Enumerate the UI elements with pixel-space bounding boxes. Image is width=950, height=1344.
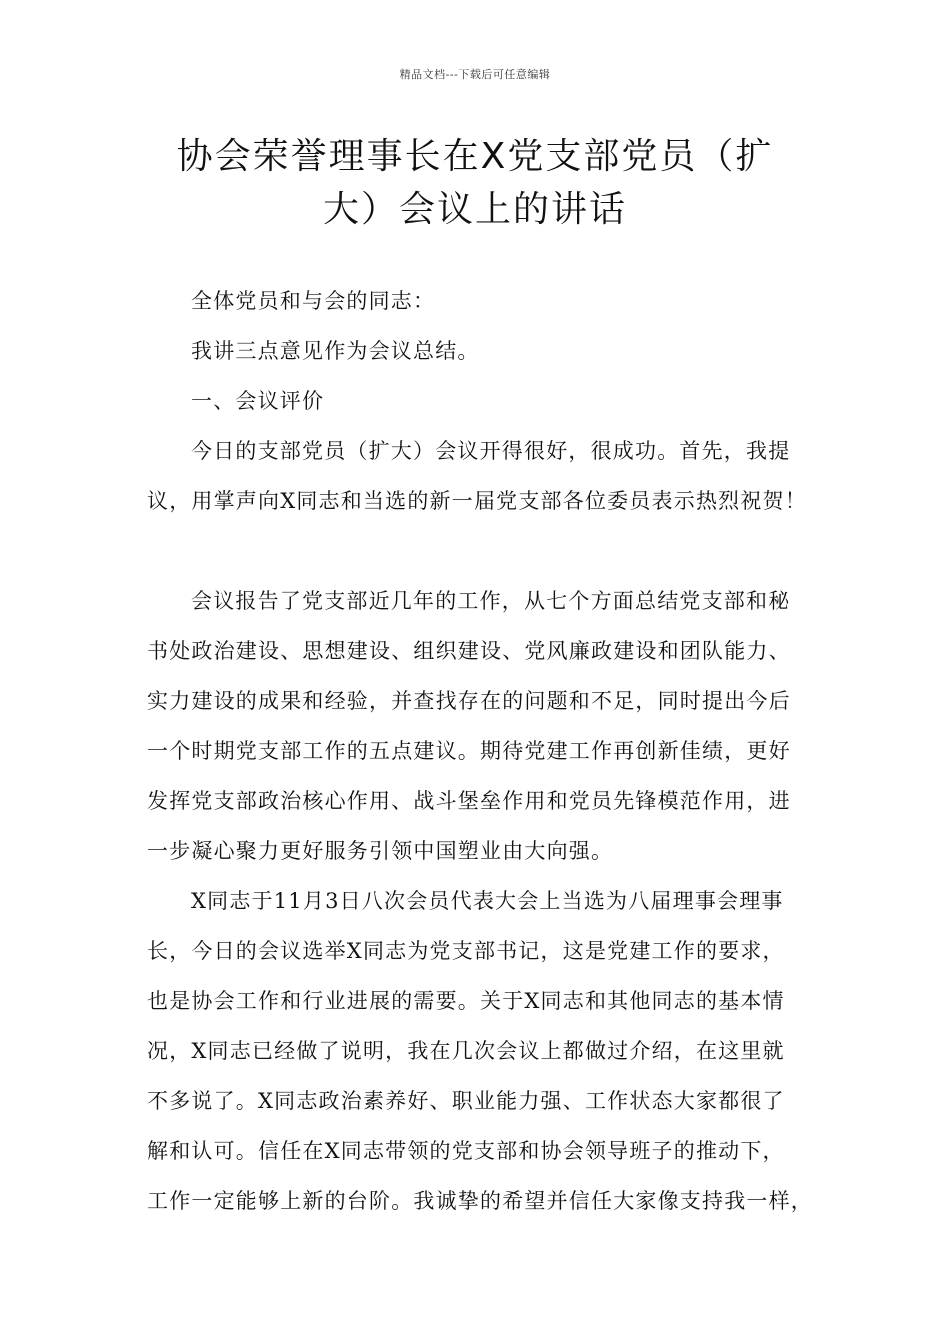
intro-text: 我讲三点意见作为会议总结。 [191,339,480,363]
intro-paragraph [147,326,827,376]
section-1-heading: 一、会议评价 [191,389,325,413]
salutation [147,276,827,326]
paragraph-line: 长，今日的会议选举X同志为党支部书记，这是党建工作的要求， [147,939,785,963]
document-title [140,130,810,236]
paragraph-line: 不多说了。X同志政治素养好、职业能力强、工作状态大家都很了 [147,1089,785,1113]
paragraph-line: 会议报告了党支部近几年的工作，从七个方面总结党支部和秘 [191,589,791,613]
paragraph-line: 实力建设的成果和经验，并查找存在的问题和不足，同时提出今后 [147,689,791,713]
paragraph-line: X同志于11月3日八次会员代表大会上当选为八届理事会理事 [191,889,784,913]
document-body [147,276,827,1226]
paragraph-line: 发挥党支部政治核心作用、战斗堡垒作用和党员先锋模范作用，进 [147,789,791,813]
title-line: 大）会议上的讲话 [322,189,627,230]
header-note: 精品文档---下载后可任意编辑 [399,68,551,81]
section-heading [147,376,827,426]
paragraph-line: 一个时期党支部工作的五点建议。期待党建工作再创新佳绩，更好 [147,739,791,763]
paragraph-line: 书处政治建设、思想建设、组织建设、党风廉政建设和团队能力、 [147,639,791,663]
paragraph-line: 议，用掌声向X同志和当选的新一届党支部各位委员表示热烈祝贺！ [147,489,807,513]
title-line: 协会荣誉理事长在X党支部党员（扩 [176,136,774,177]
paragraph-line: 一步凝心聚力更好服务引领中国塑业由大向强。 [147,839,614,863]
paragraph-3 [147,876,827,1226]
paragraph-line: 况，X同志已经做了说明，我在几次会议上都做过介绍，在这里就 [147,1039,785,1063]
paragraph-1 [147,426,827,526]
paragraph-line: 今日的支部党员（扩大）会议开得很好，很成功。首先，我提 [191,439,791,463]
paragraph-line: 也是协会工作和行业进展的需要。关于X同志和其他同志的基本情 [147,989,785,1013]
blank-line [147,526,827,576]
paragraph-line: 工作一定能够上新的台阶。我诚挚的希望并信任大家像支持我一样， [147,1189,813,1213]
paragraph-line: 解和认可。信任在X同志带领的党支部和协会领导班子的推动下， [147,1139,785,1163]
paragraph-2 [147,576,827,876]
salutation-text: 全体党员和与会的同志： [191,289,436,313]
